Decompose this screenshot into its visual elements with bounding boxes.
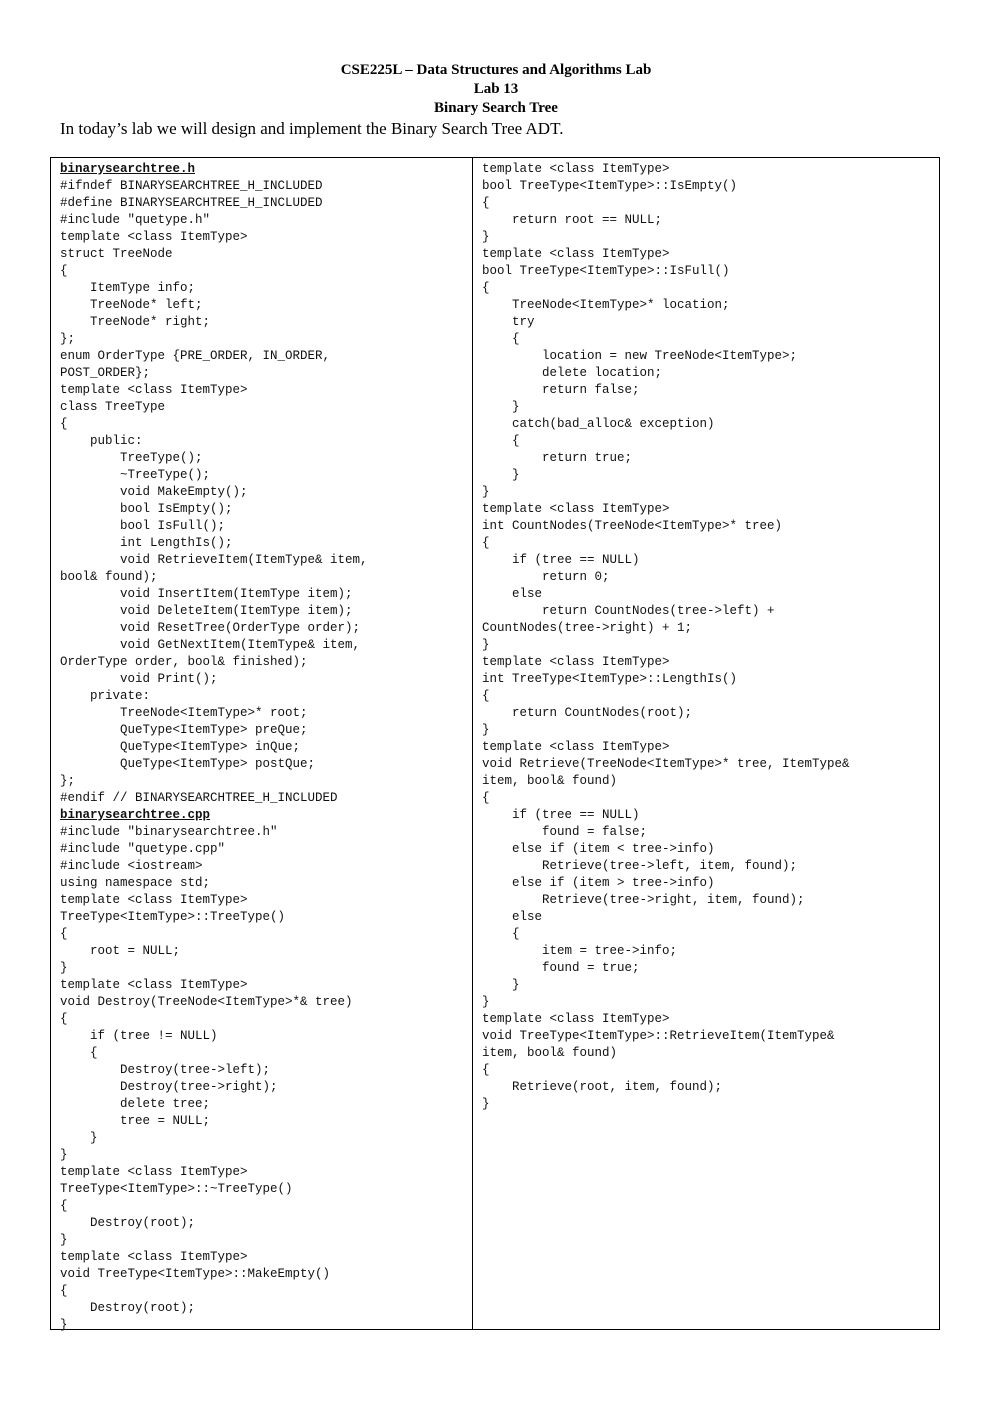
code-line: Retrieve(root, item, found); (482, 1080, 723, 1094)
code-line: template <class ItemType> (482, 740, 670, 754)
code-line: if (tree == NULL) (482, 808, 640, 822)
code-line: ItemType info; (60, 281, 196, 295)
code-line: found = true; (482, 961, 640, 975)
code-line: return root == NULL; (482, 213, 663, 227)
code-line: return true; (482, 451, 633, 465)
intro-text: In today’s lab we will design and implement the Binary Search Tree ADT. (60, 119, 564, 138)
code-line: template <class ItemType> (482, 502, 670, 516)
code-line: void DeleteItem(ItemType item); (60, 604, 353, 618)
code-line: int TreeType<ItemType>::LengthIs() (482, 672, 738, 686)
code-line: { (482, 281, 490, 295)
code-line: enum OrderType {PRE_ORDER, IN_ORDER, (60, 349, 331, 363)
code-line: void TreeType<ItemType>::MakeEmpty() (60, 1267, 331, 1281)
code-line: } (482, 468, 520, 482)
code-line: int LengthIs(); (60, 536, 233, 550)
code-line: ~TreeType(); (60, 468, 211, 482)
code-line: } (482, 978, 520, 992)
code-line: return false; (482, 383, 640, 397)
code-line: catch(bad_alloc& exception) (482, 417, 715, 431)
code-line: } (482, 1097, 490, 1111)
code-line: bool TreeType<ItemType>::IsEmpty() (482, 179, 738, 193)
code-line: Destroy(tree->right); (60, 1080, 278, 1094)
code-line: POST_ORDER}; (60, 366, 151, 380)
code-line: bool TreeType<ItemType>::IsFull() (482, 264, 730, 278)
file-heading: binarysearchtree.h (60, 162, 196, 176)
code-line: template <class ItemType> (60, 383, 248, 397)
code-line: } (60, 961, 68, 975)
code-line: TreeType<ItemType>::TreeType() (60, 910, 286, 924)
code-line: TreeNode* left; (60, 298, 203, 312)
code-line: }; (60, 332, 76, 346)
code-line: tree = NULL; (60, 1114, 211, 1128)
code-line: { (482, 434, 520, 448)
code-line: }; (60, 774, 76, 788)
code-line: { (60, 1046, 98, 1060)
code-line: } (482, 230, 490, 244)
code-line: } (60, 1318, 68, 1332)
code-line: void InsertItem(ItemType item); (60, 587, 353, 601)
code-line: } (482, 723, 490, 737)
code-line: { (60, 927, 68, 941)
code-line: } (482, 485, 490, 499)
code-line: { (482, 1063, 490, 1077)
code-line: int CountNodes(TreeNode<ItemType>* tree) (482, 519, 783, 533)
code-line: template <class ItemType> (482, 162, 670, 176)
code-line: template <class ItemType> (60, 893, 248, 907)
code-line: template <class ItemType> (482, 655, 670, 669)
right-code-column (482, 161, 850, 1113)
code-line: template <class ItemType> (60, 230, 248, 244)
code-line: TreeNode<ItemType>* root; (60, 706, 308, 720)
code-table (50, 157, 940, 1330)
title-block (0, 61, 992, 118)
code-line: Destroy(root); (60, 1301, 196, 1315)
code-line: #define BINARYSEARCHTREE_H_INCLUDED (60, 196, 323, 210)
code-line: { (482, 196, 490, 210)
code-line: item = tree->info; (482, 944, 678, 958)
lab-topic: Binary Search Tree (434, 100, 558, 116)
code-line: Retrieve(tree->left, item, found); (482, 859, 798, 873)
code-line: { (482, 536, 490, 550)
code-line: void Print(); (60, 672, 218, 686)
code-line: } (60, 1131, 98, 1145)
code-line: class TreeType (60, 400, 166, 414)
code-line: delete tree; (60, 1097, 211, 1111)
code-line: OrderType order, bool& finished); (60, 655, 308, 669)
code-line: QueType<ItemType> inQue; (60, 740, 301, 754)
code-line: #include "quetype.cpp" (60, 842, 226, 856)
code-line: #include "binarysearchtree.h" (60, 825, 278, 839)
code-line: public: (60, 434, 143, 448)
code-line: TreeType<ItemType>::~TreeType() (60, 1182, 293, 1196)
code-line: } (482, 400, 520, 414)
code-line: template <class ItemType> (482, 1012, 670, 1026)
code-line: { (60, 264, 68, 278)
code-line: { (60, 1199, 68, 1213)
code-line: Destroy(root); (60, 1216, 196, 1230)
code-line: else if (item > tree->info) (482, 876, 715, 890)
course-title: CSE225L – Data Structures and Algorithms Lab (340, 62, 652, 78)
code-line: } (482, 995, 490, 1009)
code-line: else if (item < tree->info) (482, 842, 715, 856)
code-line: template <class ItemType> (60, 1165, 248, 1179)
left-code-column (60, 161, 368, 1334)
code-line: else (482, 910, 543, 924)
code-line: bool& found); (60, 570, 158, 584)
code-line: item, bool& found) (482, 1046, 618, 1060)
code-line: void RetrieveItem(ItemType& item, (60, 553, 368, 567)
code-line: template <class ItemType> (482, 247, 670, 261)
code-line: { (482, 332, 520, 346)
code-line: try (482, 315, 535, 329)
code-line: root = NULL; (60, 944, 181, 958)
code-line: template <class ItemType> (60, 1250, 248, 1264)
code-line: if (tree == NULL) (482, 553, 640, 567)
code-line: location = new TreeNode<ItemType>; (482, 349, 798, 363)
code-line: { (482, 791, 490, 805)
code-line: item, bool& found) (482, 774, 618, 788)
code-line: delete location; (482, 366, 663, 380)
code-line: Retrieve(tree->right, item, found); (482, 893, 805, 907)
code-line: struct TreeNode (60, 247, 173, 261)
code-line: #include "quetype.h" (60, 213, 211, 227)
code-line: { (482, 927, 520, 941)
code-line: return 0; (482, 570, 610, 584)
code-line: template <class ItemType> (60, 978, 248, 992)
code-line: void ResetTree(OrderType order); (60, 621, 361, 635)
code-line: CountNodes(tree->right) + 1; (482, 621, 693, 635)
code-line: bool IsEmpty(); (60, 502, 233, 516)
code-line: } (60, 1233, 68, 1247)
code-line: else (482, 587, 543, 601)
code-line: if (tree != NULL) (60, 1029, 218, 1043)
code-line: void GetNextItem(ItemType& item, (60, 638, 361, 652)
code-line: void Retrieve(TreeNode<ItemType>* tree, ItemType& (482, 757, 850, 771)
column-divider (472, 158, 473, 1329)
code-line: return CountNodes(root); (482, 706, 693, 720)
code-line: void MakeEmpty(); (60, 485, 248, 499)
code-line: Destroy(tree->left); (60, 1063, 271, 1077)
code-line: { (482, 689, 490, 703)
code-line: { (60, 1012, 68, 1026)
code-line: #endif // BINARYSEARCHTREE_H_INCLUDED (60, 791, 338, 805)
lab-number: Lab 13 (473, 81, 519, 97)
code-line: bool IsFull(); (60, 519, 226, 533)
code-line: using namespace std; (60, 876, 211, 890)
code-line: QueType<ItemType> postQue; (60, 757, 316, 771)
code-line: #include <iostream> (60, 859, 203, 873)
code-line: TreeNode* right; (60, 315, 211, 329)
code-line: private: (60, 689, 151, 703)
code-line: { (60, 1284, 68, 1298)
code-line: void TreeType<ItemType>::RetrieveItem(ItemType& (482, 1029, 835, 1043)
code-line: void Destroy(TreeNode<ItemType>*& tree) (60, 995, 353, 1009)
file-heading: binarysearchtree.cpp (60, 808, 211, 822)
code-line: } (482, 638, 490, 652)
code-line: { (60, 417, 68, 431)
code-line: return CountNodes(tree->left) + (482, 604, 775, 618)
code-line: QueType<ItemType> preQue; (60, 723, 308, 737)
code-line: TreeType(); (60, 451, 203, 465)
code-line: TreeNode<ItemType>* location; (482, 298, 730, 312)
code-line: } (60, 1148, 68, 1162)
code-line: #ifndef BINARYSEARCHTREE_H_INCLUDED (60, 179, 323, 193)
code-line: found = false; (482, 825, 648, 839)
